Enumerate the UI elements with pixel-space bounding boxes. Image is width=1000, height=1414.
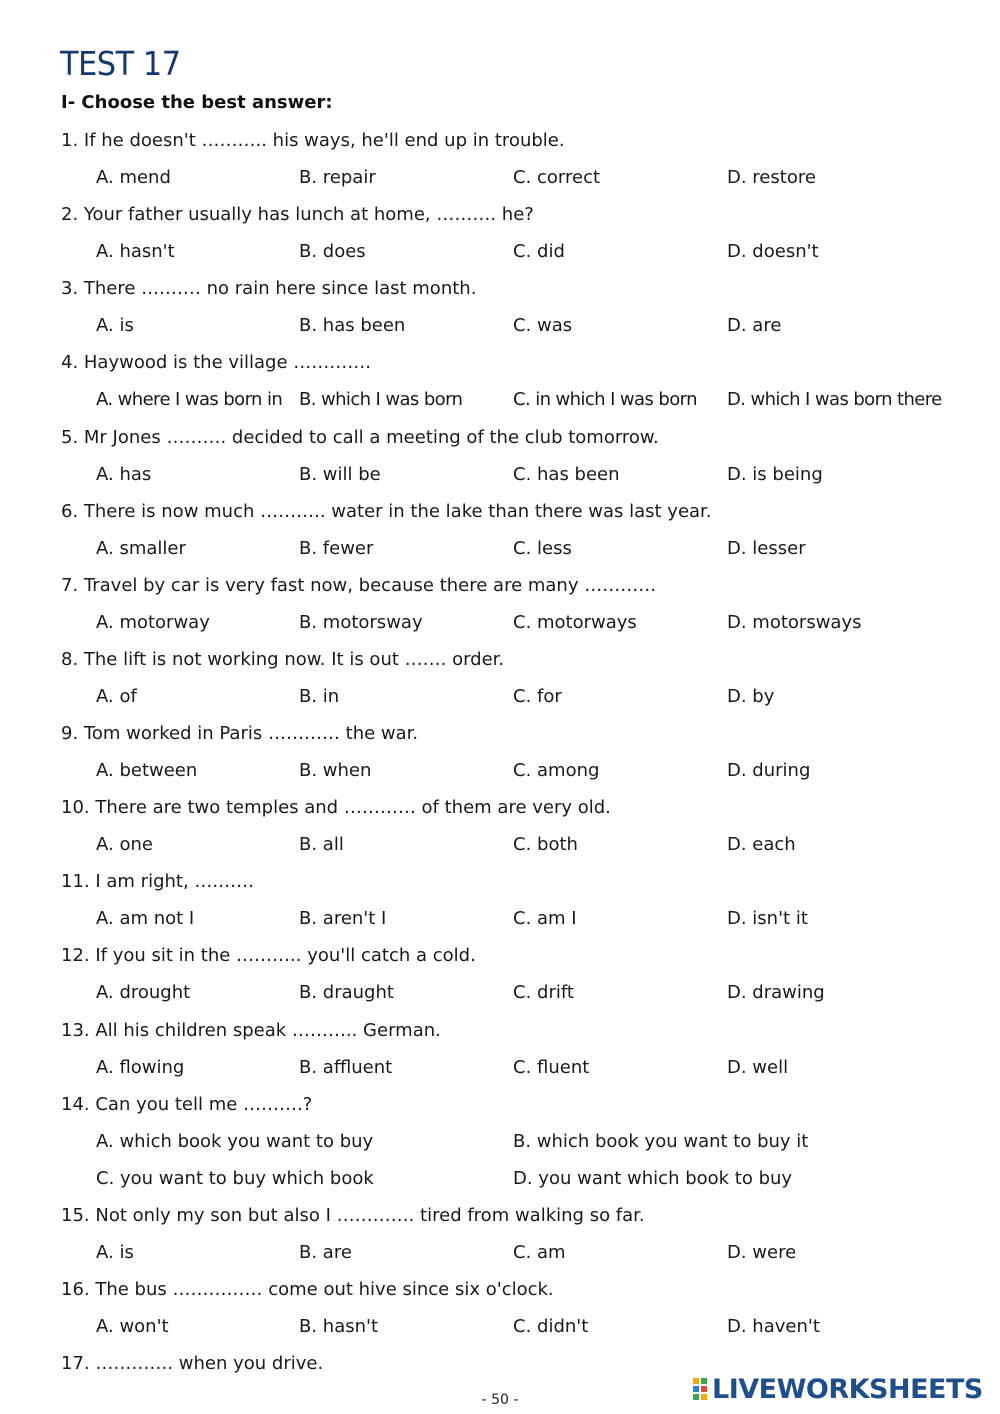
answer-row-12 [0,974,1000,1011]
answer-row-13 [0,1049,1000,1086]
option-d[interactable]: D. by [727,685,775,707]
answer-row-16 [0,1308,1000,1345]
option-a[interactable]: A. am not I [96,908,195,930]
option-b[interactable]: B. will be [299,463,381,485]
option-b[interactable]: B. all [299,834,344,856]
option-b[interactable]: B. when [299,760,372,782]
option-d[interactable]: D. well [727,1056,789,1078]
option-d[interactable]: D. haven't [727,1316,820,1337]
option-a[interactable]: A. one [96,834,153,856]
question-16 [0,1271,1000,1308]
question-9 [0,715,1000,752]
option-d[interactable]: D. which I was born there [727,389,942,411]
question-15 [0,1197,1000,1234]
question-6 [0,493,1000,530]
answer-row-6 [0,530,1000,567]
option-a[interactable]: A. is [96,315,134,337]
question-text: 5. Mr Jones ………. decided to call a meeting of the club tomorrow. [61,426,659,448]
question-3 [0,270,1000,307]
option-b[interactable]: B. does [299,241,366,263]
option-a[interactable]: A. is [96,1241,134,1263]
option-d[interactable]: D. isn't it [727,908,808,930]
question-text: 11. I am right, ….…… [61,871,255,893]
option-c[interactable]: C. has been [513,463,620,485]
answer-row-7 [0,604,1000,641]
question-2 [0,196,1000,233]
page-title: TEST 17 [60,44,181,83]
option-b[interactable]: B. has been [299,315,406,337]
option-d[interactable]: D. were [727,1241,797,1263]
option-a[interactable]: A. has [96,463,152,485]
question-text: 16. The bus …………… come out hive since six o'clock. [61,1278,554,1300]
answer-row-10 [0,826,1000,863]
answer-row-14a [0,1123,1000,1160]
question-text: 8. The lift is not working now. It is out ……. order. [61,648,505,670]
question-7 [0,567,1000,604]
option-c[interactable]: C. fluent [513,1056,590,1078]
option-a[interactable]: A. hasn't [96,241,175,263]
option-c[interactable]: C. you want to buy which book [96,1167,374,1189]
option-a[interactable]: A. between [96,760,198,782]
option-b[interactable]: B. which I was born [299,389,463,411]
option-c[interactable]: C. both [513,834,578,856]
option-a[interactable]: A. motorway [96,611,210,633]
option-d[interactable]: D. doesn't [727,241,819,263]
question-11 [0,863,1000,900]
answer-row-9 [0,752,1000,789]
option-d[interactable]: D. is being [727,463,823,485]
answer-row-4 [0,381,1000,418]
question-text: 7. Travel by car is very fast now, because there are many ………… [61,574,657,596]
option-b[interactable]: B. which book you want to buy it [513,1130,809,1152]
question-8 [0,641,1000,678]
option-d[interactable]: D. each [727,834,796,856]
question-text: 4. Haywood is the village …………. [61,352,371,374]
question-text: 13. All his children speak ……….. German. [61,1019,441,1041]
option-a[interactable]: A. which book you want to buy [96,1130,374,1152]
question-text: 17. …………. when you drive. [61,1353,324,1375]
option-c[interactable]: C. less [513,537,572,559]
question-text: 1. If he doesn't ……….. his ways, he'll end up in trouble. [61,130,565,151]
option-d[interactable]: D. lesser [727,537,806,559]
question-1 [0,122,1000,159]
question-list [0,122,1000,1382]
option-b[interactable]: B. repair [299,167,376,189]
question-text: 15. Not only my son but also I …………. tired from walking so far. [61,1204,645,1226]
question-text: 6. There is now much ……….. water in the lake than there was last year. [61,500,712,522]
answer-row-15 [0,1234,1000,1271]
section-heading: I- Choose the best answer: [61,92,333,113]
question-text: 12. If you sit in the ……….. you'll catch a cold. [61,945,476,967]
question-10 [0,789,1000,826]
option-d[interactable]: D. drawing [727,982,825,1004]
answer-row-5 [0,456,1000,493]
option-b[interactable]: B. aren't I [299,908,387,930]
option-a[interactable]: A. where I was born in [96,389,283,411]
answer-row-11 [0,900,1000,937]
option-d[interactable]: D. you want which book to buy [513,1167,793,1189]
option-a[interactable]: A. of [96,685,137,707]
question-5 [0,419,1000,456]
brand-logo[interactable] [692,1372,992,1408]
brand-name: LIVEWORKSHEETS [712,1374,983,1405]
question-13 [0,1012,1000,1049]
option-c[interactable]: C. correct [513,167,601,189]
question-text: 14. Can you tell me ……….? [61,1093,313,1115]
option-a[interactable]: A. drought [96,982,191,1004]
option-c[interactable]: C. in which I was born [513,389,697,411]
option-b[interactable]: B. fewer [299,537,374,559]
answer-row-3 [0,307,1000,344]
option-c[interactable]: C. did [513,241,565,263]
answer-row-8 [0,678,1000,715]
question-text: 2. Your father usually has lunch at home, ………. he? [61,204,534,226]
question-text: 3. There ….…… no rain here since last month. [61,278,477,300]
option-c[interactable]: C. am [513,1241,566,1263]
option-a[interactable]: A. won't [96,1316,169,1337]
question-14 [0,1086,1000,1123]
option-b[interactable]: B. affluent [299,1056,393,1078]
option-c[interactable]: C. was [513,315,573,337]
option-b[interactable]: B. are [299,1241,352,1263]
option-c[interactable]: C. am I [513,908,577,930]
answer-row-1 [0,159,1000,196]
option-c[interactable]: C. didn't [513,1316,589,1337]
option-b[interactable]: B. in [299,685,340,707]
option-c[interactable]: C. motorways [513,611,637,633]
option-b[interactable]: B. motorsway [299,611,423,633]
question-12 [0,937,1000,974]
answer-row-14b [0,1160,1000,1197]
option-b[interactable]: B. hasn't [299,1316,379,1337]
option-c[interactable]: C. among [513,760,600,782]
option-a[interactable]: A. smaller [96,537,186,559]
option-d[interactable]: D. are [727,315,782,337]
question-text: 9. Tom worked in Paris ………… the war. [61,723,419,744]
option-d[interactable]: D. during [727,760,811,782]
answer-row-2 [0,233,1000,270]
question-text: 10. There are two temples and ………… of them are very old. [61,797,611,819]
option-d[interactable]: D. motorsways [727,611,862,633]
option-d[interactable]: D. restore [727,167,816,189]
option-a[interactable]: A. flowing [96,1056,185,1078]
option-c[interactable]: C. for [513,685,562,707]
question-4 [0,344,1000,381]
option-b[interactable]: B. draught [299,982,394,1004]
page-number: - 50 - [481,1392,519,1408]
option-c[interactable]: C. drift [513,982,574,1004]
option-a[interactable]: A. mend [96,167,171,189]
